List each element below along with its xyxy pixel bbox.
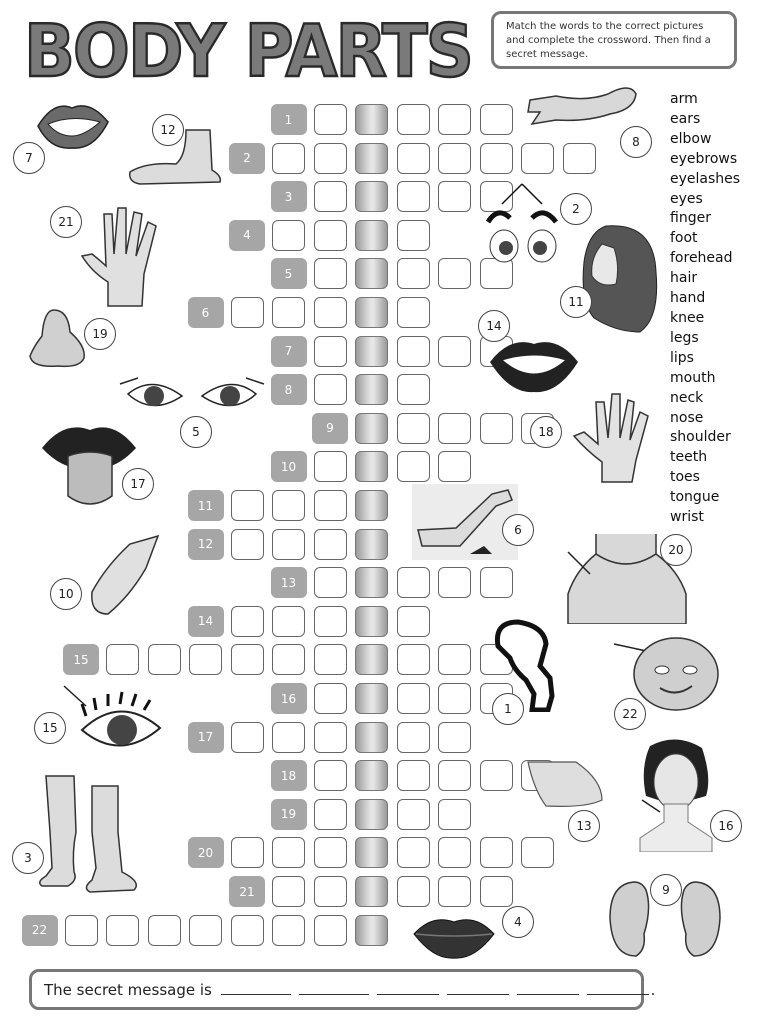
letter-cell[interactable] [272, 876, 305, 907]
word-list-item: arm [670, 91, 698, 107]
letter-cell[interactable] [397, 143, 430, 174]
secret-letter-cell[interactable] [355, 529, 388, 560]
letter-cell[interactable] [231, 606, 264, 637]
picture-number-circle: 9 [650, 874, 682, 906]
secret-word-blank[interactable] [517, 980, 579, 995]
clue-number: 8 [271, 374, 307, 405]
secret-letter-cell[interactable] [355, 876, 388, 907]
letter-cell[interactable] [480, 837, 513, 868]
secret-letter-cell[interactable] [355, 799, 388, 830]
word-list-item: knee [670, 309, 705, 326]
letter-cell[interactable] [397, 876, 430, 907]
letter-cell[interactable] [397, 451, 430, 482]
letter-cell[interactable] [438, 451, 471, 482]
letter-cell[interactable] [397, 837, 430, 868]
word-list-item: nose [670, 409, 704, 426]
secret-letter-cell[interactable] [355, 644, 388, 675]
word-list-item: shoulder [670, 429, 731, 446]
word-list-item: eyes [670, 190, 703, 207]
word-list-item: toes [670, 469, 700, 486]
instructions-box: Match the words to the correct pictures and complete the crossword. Then find a secret message. [491, 11, 737, 69]
letter-cell[interactable] [314, 490, 347, 521]
secret-letter-cell[interactable] [355, 451, 388, 482]
closed-lips-picture [412, 912, 496, 962]
picture-number-circle: 17 [122, 468, 154, 500]
word-list-item: eyebrows [670, 150, 738, 167]
word-list [670, 90, 765, 528]
word-list-item: legs [670, 329, 699, 346]
secret-letter-cell[interactable] [355, 143, 388, 174]
letter-cell[interactable] [314, 220, 347, 251]
clue-number: 9 [312, 413, 348, 444]
letter-cell[interactable] [314, 722, 347, 753]
letter-cell[interactable] [231, 837, 264, 868]
clue-number: 17 [188, 722, 224, 753]
nose-picture [28, 306, 88, 370]
letter-cell[interactable] [231, 915, 264, 946]
letter-cell[interactable] [231, 297, 264, 328]
clue-number: 14 [188, 606, 224, 637]
letter-cell[interactable] [438, 181, 471, 212]
letter-cell[interactable] [397, 799, 430, 830]
word-list-item: mouth [670, 369, 716, 386]
picture-number-circle: 12 [152, 114, 184, 146]
letter-cell[interactable] [438, 644, 471, 675]
letter-cell[interactable] [272, 220, 305, 251]
clue-number: 13 [271, 567, 307, 598]
letter-cell[interactable] [231, 529, 264, 560]
clue-number: 3 [271, 181, 307, 212]
picture-number-circle: 2 [560, 193, 592, 225]
letter-cell[interactable] [438, 799, 471, 830]
letter-cell[interactable] [397, 181, 430, 212]
clue-number: 5 [271, 258, 307, 289]
letter-cell[interactable] [521, 143, 554, 174]
secret-letter-cell[interactable] [355, 258, 388, 289]
letter-cell[interactable] [397, 258, 430, 289]
letter-cell[interactable] [438, 876, 471, 907]
letter-cell[interactable] [314, 760, 347, 791]
letter-cell[interactable] [314, 181, 347, 212]
secret-letter-cell[interactable] [355, 567, 388, 598]
picture-number-circle: 14 [478, 310, 510, 342]
letter-cell[interactable] [480, 143, 513, 174]
letter-cell[interactable] [480, 104, 513, 135]
letter-cell[interactable] [438, 722, 471, 753]
eyebrows-picture [486, 178, 562, 268]
secret-word-blank[interactable] [447, 980, 509, 995]
letter-cell[interactable] [397, 374, 430, 405]
clue-number: 19 [271, 799, 307, 830]
letter-cell[interactable] [272, 490, 305, 521]
word-list-item: hair [670, 270, 698, 287]
letter-cell[interactable] [438, 760, 471, 791]
clue-number: 21 [229, 876, 265, 907]
secret-letter-cell[interactable] [355, 374, 388, 405]
letter-cell[interactable] [438, 143, 471, 174]
clue-number: 10 [271, 451, 307, 482]
letter-cell[interactable] [397, 413, 430, 444]
picture-number-circle: 10 [50, 578, 82, 610]
clue-number: 11 [188, 490, 224, 521]
clue-number: 2 [229, 143, 265, 174]
word-list-item: hand [670, 290, 706, 307]
clue-number: 20 [188, 837, 224, 868]
letter-cell[interactable] [397, 606, 430, 637]
letter-cell[interactable] [231, 722, 264, 753]
letter-cell[interactable] [272, 297, 305, 328]
clue-number: 15 [63, 644, 99, 675]
secret-letter-cell[interactable] [355, 220, 388, 251]
secret-letter-cell[interactable] [355, 490, 388, 521]
letter-cell[interactable] [438, 837, 471, 868]
picture-number-circle: 15 [34, 712, 66, 744]
secret-message-label: The secret message is [44, 981, 212, 999]
letter-cell[interactable] [231, 644, 264, 675]
letter-cell[interactable] [272, 915, 305, 946]
picture-number-circle: 16 [710, 810, 742, 842]
secret-word-blank[interactable] [377, 980, 439, 995]
letter-cell[interactable] [397, 297, 430, 328]
letter-cell[interactable] [314, 529, 347, 560]
secret-letter-cell[interactable] [355, 336, 388, 367]
letter-cell[interactable] [272, 143, 305, 174]
secret-letter-cell[interactable] [355, 606, 388, 637]
secret-letter-cell[interactable] [355, 915, 388, 946]
elbow-picture [412, 484, 518, 560]
lips-picture [34, 96, 112, 154]
secret-word-blank[interactable] [587, 980, 649, 995]
clue-number: 18 [271, 760, 307, 791]
word-list-item: eyelashes [670, 170, 741, 187]
eyelashes-picture [60, 680, 164, 758]
toes-picture [526, 760, 606, 810]
letter-cell[interactable] [397, 220, 430, 251]
letter-cell[interactable] [397, 644, 430, 675]
letter-cell[interactable] [314, 683, 347, 714]
letter-cell[interactable] [438, 567, 471, 598]
picture-number-circle: 7 [13, 142, 45, 174]
letter-cell[interactable] [521, 837, 554, 868]
letter-cell[interactable] [438, 413, 471, 444]
letter-cell[interactable] [272, 644, 305, 675]
letter-cell[interactable] [480, 413, 513, 444]
secret-letter-cell[interactable] [355, 181, 388, 212]
word-list-item: tongue [670, 489, 720, 506]
letter-cell[interactable] [148, 644, 181, 675]
secret-message-end: . [650, 981, 656, 999]
clue-number: 6 [188, 297, 224, 328]
secret-letter-cell[interactable] [355, 760, 388, 791]
picture-number-circle: 13 [568, 810, 600, 842]
letter-cell[interactable] [314, 606, 347, 637]
letter-cell[interactable] [314, 297, 347, 328]
neck-picture [636, 738, 714, 852]
legs-picture [34, 772, 146, 896]
clue-number: 22 [22, 915, 58, 946]
letter-cell[interactable] [314, 451, 347, 482]
word-list-item: finger [670, 210, 711, 227]
letter-cell[interactable] [272, 606, 305, 637]
picture-number-circle: 18 [530, 416, 562, 448]
secret-word-blank[interactable] [299, 980, 369, 995]
letter-cell[interactable] [231, 490, 264, 521]
letter-cell[interactable] [314, 567, 347, 598]
picture-number-circle: 19 [84, 318, 116, 350]
worksheet-title [18, 4, 478, 96]
picture-number-circle: 22 [614, 698, 646, 730]
letter-cell[interactable] [397, 104, 430, 135]
letter-cell[interactable] [438, 104, 471, 135]
letter-cell[interactable] [438, 336, 471, 367]
letter-cell[interactable] [65, 915, 98, 946]
word-list-item: wrist [670, 509, 704, 526]
secret-message-box [29, 969, 656, 1010]
secret-letter-cell[interactable] [355, 413, 388, 444]
word-list-item: elbow [670, 130, 712, 147]
clue-number: 12 [188, 529, 224, 560]
svg-text:BODY PARTS: BODY PARTS [24, 9, 472, 93]
letter-cell[interactable] [314, 258, 347, 289]
letter-cell[interactable] [563, 143, 596, 174]
picture-number-circle: 4 [502, 906, 534, 938]
secret-letter-cell[interactable] [355, 683, 388, 714]
secret-letter-cell[interactable] [355, 837, 388, 868]
letter-cell[interactable] [438, 258, 471, 289]
letter-cell[interactable] [106, 915, 139, 946]
picture-number-circle: 6 [502, 514, 534, 546]
hair-picture [576, 222, 662, 334]
letter-cell[interactable] [314, 799, 347, 830]
letter-cell[interactable] [272, 837, 305, 868]
letter-cell[interactable] [397, 722, 430, 753]
picture-number-circle: 5 [180, 416, 212, 448]
word-list-item: lips [670, 349, 694, 366]
palm-picture [572, 390, 652, 486]
secret-letter-cell[interactable] [355, 297, 388, 328]
letter-cell[interactable] [272, 722, 305, 753]
letter-cell[interactable] [148, 915, 181, 946]
clue-number: 4 [229, 220, 265, 251]
letter-cell[interactable] [189, 915, 222, 946]
word-list-item: teeth [670, 449, 708, 466]
letter-cell[interactable] [314, 915, 347, 946]
secret-word-blank[interactable] [221, 980, 291, 995]
letter-cell[interactable] [480, 876, 513, 907]
letter-cell[interactable] [106, 644, 139, 675]
word-list-item: ears [670, 110, 701, 127]
picture-number-circle: 21 [50, 206, 82, 238]
letter-cell[interactable] [314, 104, 347, 135]
letter-cell[interactable] [397, 683, 430, 714]
letter-cell[interactable] [314, 143, 347, 174]
finger-picture [86, 530, 162, 618]
letter-cell[interactable] [480, 760, 513, 791]
picture-number-circle: 8 [620, 126, 652, 158]
letter-cell[interactable] [397, 567, 430, 598]
arm-picture [526, 80, 640, 132]
secret-letter-cell[interactable] [355, 722, 388, 753]
clue-number: 16 [271, 683, 307, 714]
picture-number-circle: 20 [660, 534, 692, 566]
letter-cell[interactable] [397, 760, 430, 791]
eyes-picture [118, 374, 266, 418]
letter-cell[interactable] [397, 336, 430, 367]
letter-cell[interactable] [272, 529, 305, 560]
clue-number: 1 [271, 104, 307, 135]
letter-cell[interactable] [314, 876, 347, 907]
hand-picture [78, 204, 158, 310]
picture-number-circle: 11 [560, 286, 592, 318]
word-list-item: foot [670, 230, 698, 247]
secret-letter-cell[interactable] [355, 104, 388, 135]
word-list-item: forehead [670, 250, 733, 267]
tongue-picture [40, 418, 138, 508]
letter-cell[interactable] [314, 374, 347, 405]
picture-number-circle: 1 [492, 693, 524, 725]
mouth-picture [488, 332, 580, 396]
letter-cell[interactable] [314, 336, 347, 367]
letter-cell[interactable] [314, 644, 347, 675]
letter-cell[interactable] [438, 683, 471, 714]
letter-cell[interactable] [480, 567, 513, 598]
letter-cell[interactable] [314, 837, 347, 868]
word-list-item: neck [670, 389, 704, 406]
clue-number: 7 [271, 336, 307, 367]
picture-number-circle: 3 [12, 842, 44, 874]
letter-cell[interactable] [189, 644, 222, 675]
